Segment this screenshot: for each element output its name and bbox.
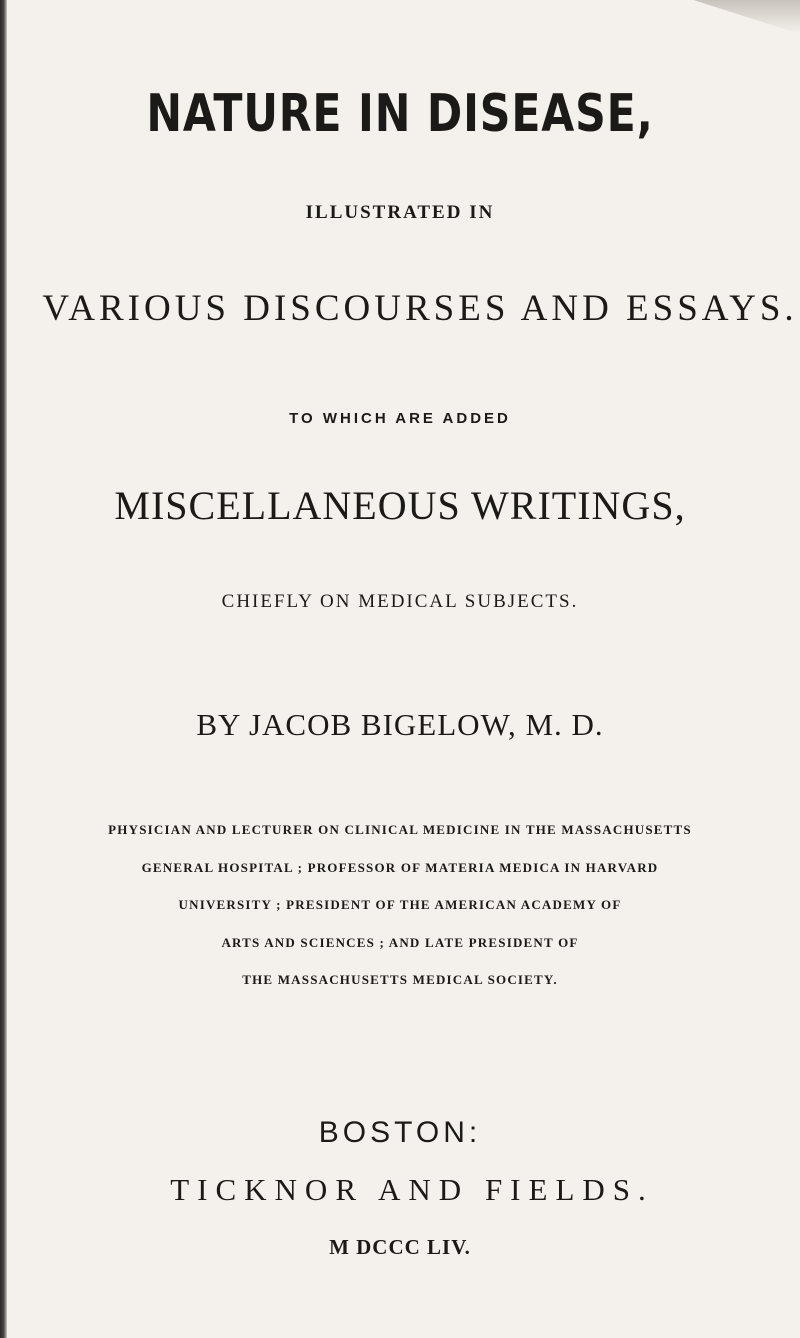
miscellaneous-title: MISCELLANEOUS WRITINGS, xyxy=(114,483,686,528)
added-intro-line: TO WHICH ARE ADDED xyxy=(289,410,511,427)
chiefly-line: CHIEFLY ON MEDICAL SUBJECTS. xyxy=(221,591,579,612)
author-description-line: ARTS AND SCIENCES ; AND LATE PRESIDENT OF xyxy=(221,935,579,950)
author-description-line: PHYSICIAN AND LECTURER ON CLINICAL MEDICINE IN THE MASSACHUSETTS xyxy=(108,822,692,837)
publication-date: M DCCC LIV. xyxy=(329,1235,471,1259)
book-subtitle: VARIOUS DISCOURSES AND ESSAYS. xyxy=(42,288,798,329)
author-description-line: GENERAL HOSPITAL ; PROFESSOR OF MATERIA MEDICA IN HARVARD xyxy=(141,860,659,875)
publisher-name: TICKNOR AND FIELDS. xyxy=(170,1172,654,1207)
book-title: NATURE IN DISEASE, xyxy=(146,84,654,144)
author-description-line: THE MASSACHUSETTS MEDICAL SOCIETY. xyxy=(242,972,558,987)
publication-place: BOSTON: xyxy=(318,1116,482,1149)
author-byline: BY JACOB BIGELOW, M. D. xyxy=(196,707,604,742)
page-corner-shadow xyxy=(670,0,800,34)
illustrated-in-line: ILLUSTRATED IN xyxy=(305,202,495,223)
author-description-line: UNIVERSITY ; PRESIDENT OF THE AMERICAN ACADEMY OF xyxy=(178,897,622,912)
